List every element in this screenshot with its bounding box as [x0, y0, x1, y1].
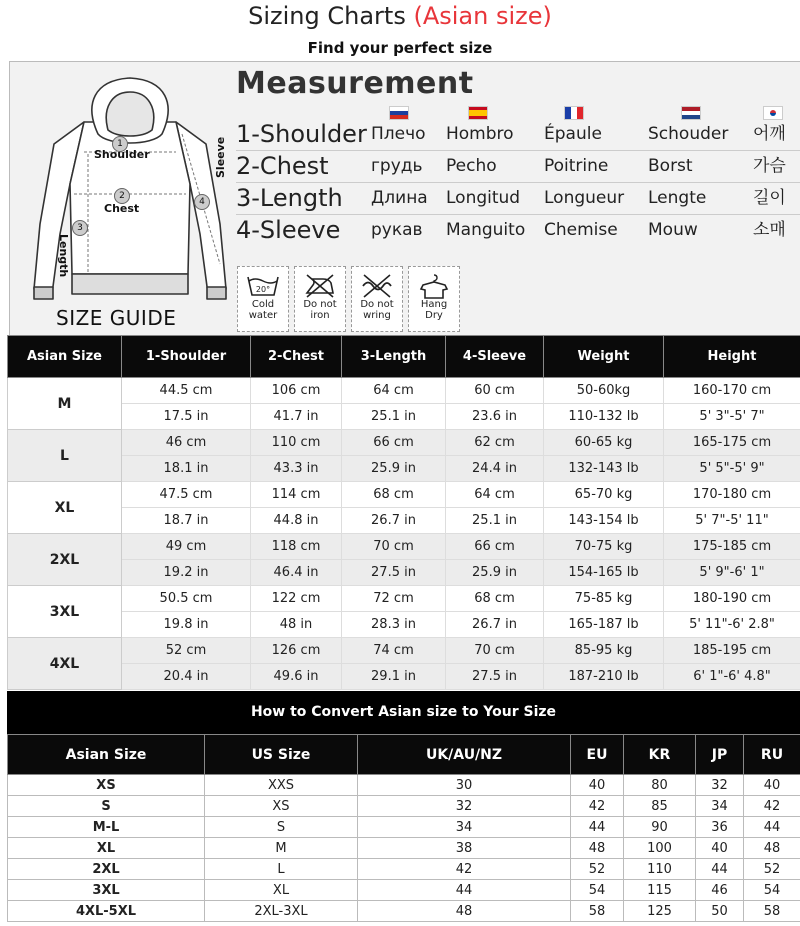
table-cell: 126 cm — [251, 638, 342, 664]
table-cell: 46 — [696, 880, 744, 901]
table-row — [8, 859, 800, 880]
table-cell: 44 — [744, 817, 800, 838]
table-row — [8, 796, 800, 817]
table-cell: 72 cm — [342, 586, 446, 612]
table-row — [8, 430, 800, 456]
table-cell: 5' 7"-5' 11" — [664, 508, 800, 534]
table-row — [8, 638, 800, 664]
translation-fr: Chemise — [544, 220, 618, 240]
table-cell: 29.1 in — [342, 664, 446, 690]
table-cell: 170-180 cm — [664, 482, 800, 508]
table-cell: S — [205, 817, 358, 838]
no-wring-icon — [360, 273, 394, 299]
table-cell: 47.5 cm — [122, 482, 251, 508]
care-text: Do not — [360, 299, 394, 310]
translation-es: Hombro — [446, 124, 514, 144]
size-cell: 3XL — [8, 586, 122, 638]
conversion-table — [7, 734, 800, 922]
table-cell: 143-154 lb — [544, 508, 664, 534]
table-cell: 49 cm — [122, 534, 251, 560]
translation-ru: Плечо — [371, 124, 426, 144]
table-cell: M-L — [8, 817, 205, 838]
table-cell: 68 cm — [342, 482, 446, 508]
table-cell: 125 — [624, 901, 696, 922]
table-cell: 165-187 lb — [544, 612, 664, 638]
size-cell: M — [8, 378, 122, 430]
col-header: US Size — [205, 735, 358, 775]
table-row — [8, 482, 800, 508]
table-cell: 185-195 cm — [664, 638, 800, 664]
col-header: RU — [744, 735, 800, 775]
translation-fr: Épaule — [544, 124, 602, 144]
table-cell: 110 cm — [251, 430, 342, 456]
page-title — [0, 0, 800, 34]
table-cell: 44.8 in — [251, 508, 342, 534]
diagram-label-3: 3 — [72, 220, 88, 236]
table-cell: 20.4 in — [122, 664, 251, 690]
care-text: wring — [363, 310, 391, 321]
measurement-row-chest — [236, 150, 800, 183]
table-cell: 64 cm — [446, 482, 544, 508]
table-cell: 70-75 kg — [544, 534, 664, 560]
table-cell: 165-175 cm — [664, 430, 800, 456]
table-cell: 70 cm — [446, 638, 544, 664]
table-cell: 60-65 kg — [544, 430, 664, 456]
table-cell: 48 — [571, 838, 624, 859]
table-cell: 58 — [744, 901, 800, 922]
table-cell: 68 cm — [446, 586, 544, 612]
table-cell: 5' 11"-6' 2.8" — [664, 612, 800, 638]
table-row — [8, 586, 800, 612]
care-cold-water — [237, 266, 289, 332]
table-cell: 110 — [624, 859, 696, 880]
table-row — [8, 664, 800, 690]
table-cell: 175-185 cm — [664, 534, 800, 560]
table-cell: L — [205, 859, 358, 880]
table-row — [8, 456, 800, 482]
table-row — [8, 775, 800, 796]
table-cell: 32 — [696, 775, 744, 796]
table-cell: 26.7 in — [342, 508, 446, 534]
translation-ru: Длина — [371, 188, 428, 208]
translation-nl: Schouder — [648, 124, 729, 144]
table-cell: 118 cm — [251, 534, 342, 560]
table-cell: 19.2 in — [122, 560, 251, 586]
table-cell: XXS — [205, 775, 358, 796]
table-cell: 2XL-3XL — [205, 901, 358, 922]
table-cell: 85 — [624, 796, 696, 817]
translation-ru: грудь — [371, 156, 423, 176]
size-table — [7, 335, 800, 690]
table-cell: 19.8 in — [122, 612, 251, 638]
measurement-title: Measurement — [236, 66, 474, 101]
table-cell: 187-210 lb — [544, 664, 664, 690]
table-cell: XS — [8, 775, 205, 796]
size-cell: 2XL — [8, 534, 122, 586]
table-cell: 24.4 in — [446, 456, 544, 482]
table-cell: 42 — [571, 796, 624, 817]
table-cell: 64 cm — [342, 378, 446, 404]
col-header: 1-Shoulder — [122, 336, 251, 378]
table-cell: 30 — [358, 775, 571, 796]
table-cell: 75-85 kg — [544, 586, 664, 612]
table-cell: 44 — [571, 817, 624, 838]
size-guide-label: SIZE GUIDE — [56, 306, 177, 330]
table-cell: 70 cm — [342, 534, 446, 560]
measurement-label: 2-Chest — [236, 152, 329, 180]
col-header: Weight — [544, 336, 664, 378]
table-cell: 27.5 in — [446, 664, 544, 690]
care-hang-dry — [408, 266, 460, 332]
table-cell: 80 — [624, 775, 696, 796]
col-header: Height — [664, 336, 800, 378]
table-cell: 40 — [571, 775, 624, 796]
table-cell: 18.7 in — [122, 508, 251, 534]
diagram-label-chest: Chest — [104, 202, 140, 215]
measurement-label: 1-Shoulder — [236, 120, 367, 148]
wash-cold-icon — [246, 273, 280, 299]
size-table-header — [8, 336, 800, 378]
table-cell: 4XL-5XL — [8, 901, 205, 922]
table-row — [8, 508, 800, 534]
table-cell: 100 — [624, 838, 696, 859]
translation-kr: 길이 — [753, 188, 786, 208]
translation-es: Longitud — [446, 188, 521, 208]
col-header: 4-Sleeve — [446, 336, 544, 378]
table-row — [8, 817, 800, 838]
table-cell: XL — [205, 880, 358, 901]
table-cell: 3XL — [8, 880, 205, 901]
table-cell: 132-143 lb — [544, 456, 664, 482]
size-cell: 4XL — [8, 638, 122, 690]
translation-nl: Borst — [648, 156, 693, 176]
col-header: EU — [571, 735, 624, 775]
table-cell: 38 — [358, 838, 571, 859]
care-text: Hang — [420, 299, 448, 310]
translation-fr: Poitrine — [544, 156, 609, 176]
col-header: KR — [624, 735, 696, 775]
table-cell: 49.6 in — [251, 664, 342, 690]
table-cell: 2XL — [8, 859, 205, 880]
hang-dry-icon — [417, 273, 451, 299]
table-cell: 154-165 lb — [544, 560, 664, 586]
translation-nl: Lengte — [648, 188, 707, 208]
table-cell: 122 cm — [251, 586, 342, 612]
care-text: Dry — [425, 310, 443, 321]
translation-nl: Mouw — [648, 220, 698, 240]
table-cell: 52 — [571, 859, 624, 880]
diagram-label-4: 4 — [194, 194, 210, 210]
translation-kr: 소매 — [753, 220, 786, 240]
table-cell: M — [205, 838, 358, 859]
table-cell: 110-132 lb — [544, 404, 664, 430]
translation-kr: 가슴 — [753, 156, 786, 176]
conversion-title: How to Convert Asian size to Your Size — [7, 691, 800, 734]
table-row — [8, 612, 800, 638]
table-cell: 60 cm — [446, 378, 544, 404]
table-cell: 65-70 kg — [544, 482, 664, 508]
table-cell: 26.7 in — [446, 612, 544, 638]
table-cell: 66 cm — [342, 430, 446, 456]
table-cell: 74 cm — [342, 638, 446, 664]
care-text: iron — [310, 310, 330, 321]
table-cell: 42 — [744, 796, 800, 817]
table-row — [8, 404, 800, 430]
col-header: 2-Chest — [251, 336, 342, 378]
table-cell: 34 — [358, 817, 571, 838]
diagram-label-1: 1 — [112, 136, 128, 152]
conversion-table-header — [8, 735, 800, 775]
translation-es: Pecho — [446, 156, 497, 176]
table-cell: 54 — [571, 880, 624, 901]
table-cell: 50.5 cm — [122, 586, 251, 612]
table-cell: 85-95 kg — [544, 638, 664, 664]
col-header: Asian Size — [8, 336, 122, 378]
col-header: Asian Size — [8, 735, 205, 775]
table-cell: 115 — [624, 880, 696, 901]
table-cell: 52 — [744, 859, 800, 880]
wash-temp: 20° — [255, 285, 271, 294]
diagram-label-sleeve: Sleeve — [214, 136, 227, 178]
table-cell: 27.5 in — [342, 560, 446, 586]
measurement-guide-panel — [9, 61, 800, 335]
diagram-label-length: Length — [57, 234, 70, 278]
table-cell: 25.1 in — [446, 508, 544, 534]
table-cell: 48 — [744, 838, 800, 859]
measurement-label: 3-Length — [236, 184, 343, 212]
table-cell: 66 cm — [446, 534, 544, 560]
table-cell: 90 — [624, 817, 696, 838]
table-cell: 62 cm — [446, 430, 544, 456]
measurement-row-shoulder — [236, 118, 800, 151]
table-cell: 34 — [696, 796, 744, 817]
table-cell: 6' 1"-6' 4.8" — [664, 664, 800, 690]
table-cell: 48 — [358, 901, 571, 922]
table-cell: 46 cm — [122, 430, 251, 456]
table-cell: 42 — [358, 859, 571, 880]
size-cell: XL — [8, 482, 122, 534]
table-cell: 160-170 cm — [664, 378, 800, 404]
measurement-row-length — [236, 182, 800, 215]
table-cell: 40 — [696, 838, 744, 859]
table-cell: XL — [8, 838, 205, 859]
size-cell: L — [8, 430, 122, 482]
table-row — [8, 901, 800, 922]
care-do-not-wring — [351, 266, 403, 332]
table-row — [8, 560, 800, 586]
table-cell: 114 cm — [251, 482, 342, 508]
title-highlight: (Asian size) — [413, 2, 552, 30]
table-row — [8, 378, 800, 404]
table-cell: 5' 9"-6' 1" — [664, 560, 800, 586]
table-cell: 28.3 in — [342, 612, 446, 638]
table-cell: 23.6 in — [446, 404, 544, 430]
table-cell: 25.1 in — [342, 404, 446, 430]
care-text: Do not — [303, 299, 337, 310]
table-cell: 18.1 in — [122, 456, 251, 482]
translation-es: Manguito — [446, 220, 526, 240]
table-cell: 43.3 in — [251, 456, 342, 482]
table-cell: 50-60kg — [544, 378, 664, 404]
col-header: 3-Length — [342, 336, 446, 378]
table-cell: 54 — [744, 880, 800, 901]
care-text: Cold — [251, 299, 275, 310]
table-cell: 41.7 in — [251, 404, 342, 430]
measurement-label: 4-Sleeve — [236, 216, 341, 244]
table-cell: S — [8, 796, 205, 817]
table-row — [8, 880, 800, 901]
table-cell: 25.9 in — [342, 456, 446, 482]
table-cell: 58 — [571, 901, 624, 922]
table-cell: 180-190 cm — [664, 586, 800, 612]
care-text: water — [248, 310, 278, 321]
table-row — [8, 838, 800, 859]
table-cell: 44 — [696, 859, 744, 880]
translation-fr: Longueur — [544, 188, 625, 208]
table-cell: 25.9 in — [446, 560, 544, 586]
table-cell: 32 — [358, 796, 571, 817]
table-cell: 106 cm — [251, 378, 342, 404]
table-row — [8, 534, 800, 560]
table-cell: 5' 5"-5' 9" — [664, 456, 800, 482]
table-cell: 44.5 cm — [122, 378, 251, 404]
page-subtitle: Find your perfect size — [307, 39, 493, 57]
table-cell: 48 in — [251, 612, 342, 638]
no-iron-icon — [303, 273, 337, 299]
table-cell: 36 — [696, 817, 744, 838]
translation-kr: 어깨 — [753, 124, 786, 144]
title-text: Sizing Charts — [248, 2, 406, 30]
table-cell: 52 cm — [122, 638, 251, 664]
diagram-label-shoulder: Shoulder — [94, 148, 150, 161]
care-do-not-iron — [294, 266, 346, 332]
table-cell: 5' 3"-5' 7" — [664, 404, 800, 430]
table-cell: 40 — [744, 775, 800, 796]
table-cell: 17.5 in — [122, 404, 251, 430]
measurement-row-sleeve — [236, 214, 800, 246]
diagram-label-2: 2 — [114, 188, 130, 204]
col-header: UK/AU/NZ — [358, 735, 571, 775]
table-cell: 46.4 in — [251, 560, 342, 586]
table-cell: 44 — [358, 880, 571, 901]
translation-ru: рукав — [371, 220, 423, 240]
table-cell: 50 — [696, 901, 744, 922]
hoodie-diagram — [24, 74, 236, 310]
table-cell: XS — [205, 796, 358, 817]
col-header: JP — [696, 735, 744, 775]
